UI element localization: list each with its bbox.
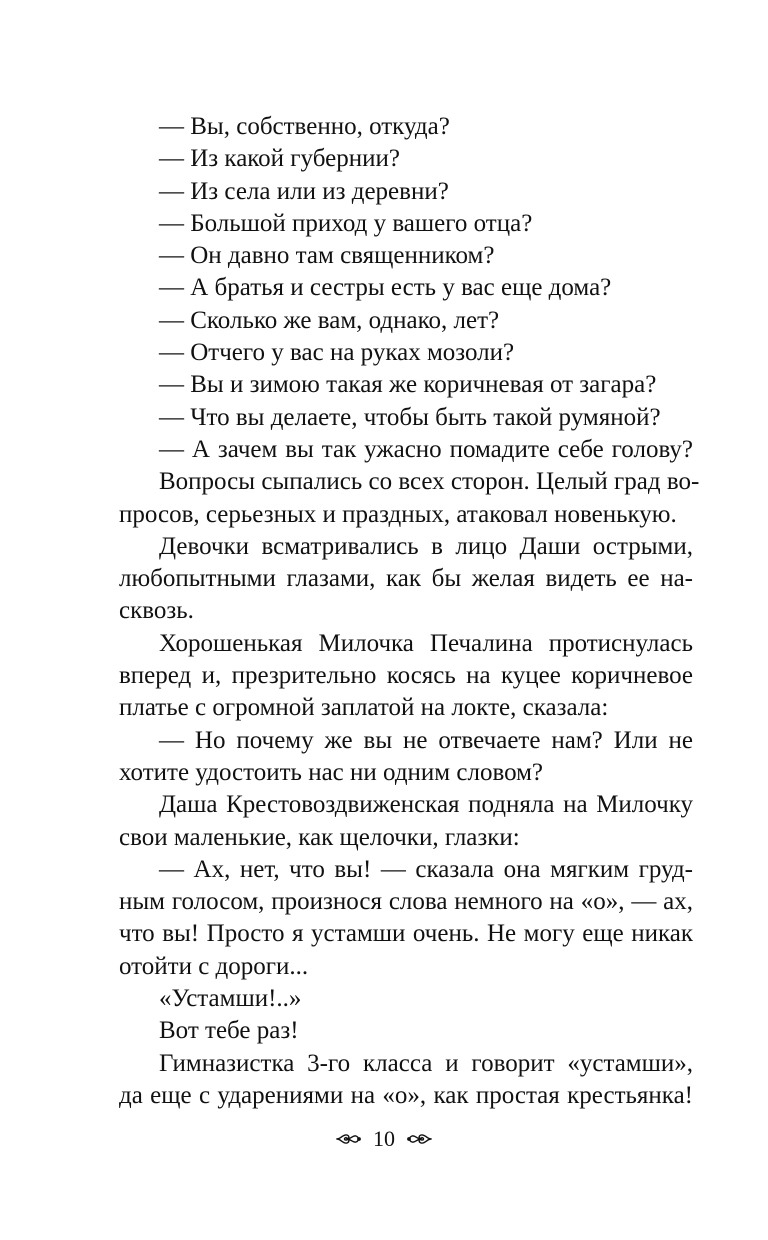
page-footer — [0, 1124, 768, 1154]
text-line: сквозь. — [119, 597, 194, 625]
text-line: — Вы и зимою такая же коричневая от загара? — [159, 371, 657, 399]
text-line: — А братья и сестры есть у вас еще дома? — [159, 274, 612, 302]
text-line: Гимназистка 3-го класса и говорит «устамши», — [159, 1049, 693, 1077]
text-line: — Ах, нет, что вы! — сказала она мягким груд- — [159, 855, 693, 883]
text-line: — Отчего у вас на руках мозоли? — [159, 339, 515, 367]
text-line: — Он давно там священником? — [159, 242, 495, 270]
text-line: — Из какой губернии? — [159, 145, 400, 173]
text-line: платье с огромной заплатой на локте, сказала: — [119, 694, 609, 722]
text-line: Девочки всматривались в лицо Даши острыми, — [159, 532, 693, 560]
text-line: — Из села или из деревни? — [159, 177, 449, 205]
text-line: Вот тебе раз! — [159, 1017, 299, 1045]
text-line: отойти с дороги... — [119, 952, 309, 980]
body-text — [119, 111, 700, 1112]
text-line: вперед и, презрительно косясь на куцее коричневое — [119, 662, 693, 690]
text-line: Даша Крестовоздвиженская подняла на Милочку — [159, 791, 693, 819]
text-line: свои маленькие, как щелочки, глазки: — [119, 823, 520, 851]
text-line: Вопросы сыпались со всех сторон. Целый град во- — [159, 468, 700, 496]
text-line: — Большой приход у вашего отца? — [159, 209, 533, 237]
ornament-left-icon — [335, 1130, 361, 1148]
text-line: — А зачем вы так ужасно помадите себе голову? — [159, 435, 693, 463]
text-line: — Что вы делаете, чтобы быть такой румяной? — [159, 403, 661, 431]
text-line: хотите удостоить нас ни одним словом? — [119, 758, 544, 786]
text-line: ным голосом, произнося слова немного на «о», — ах, — [119, 888, 693, 916]
text-line: что вы! Просто я устамши очень. Не могу еще никак — [119, 920, 693, 948]
text-line: «Устамши!..» — [159, 985, 302, 1013]
text-line: любопытными глазами, как бы желая видеть ее на- — [119, 565, 693, 593]
text-line: — Но почему же вы не отвечаете нам? Или не — [159, 726, 693, 754]
page-number: 10 — [373, 1126, 395, 1151]
text-line: — Вы, собственно, откуда? — [159, 113, 450, 140]
text-line: просов, серьезных и праздных, атаковал новенькую. — [119, 500, 677, 528]
text-line: Хорошенькая Милочка Печалина протиснулась — [159, 629, 693, 657]
text-line: — Сколько же вам, однако, лет? — [159, 306, 500, 334]
text-line: да еще с ударениями на «о», как простая крестьянка! — [119, 1081, 693, 1109]
ornament-right-icon — [407, 1130, 433, 1148]
